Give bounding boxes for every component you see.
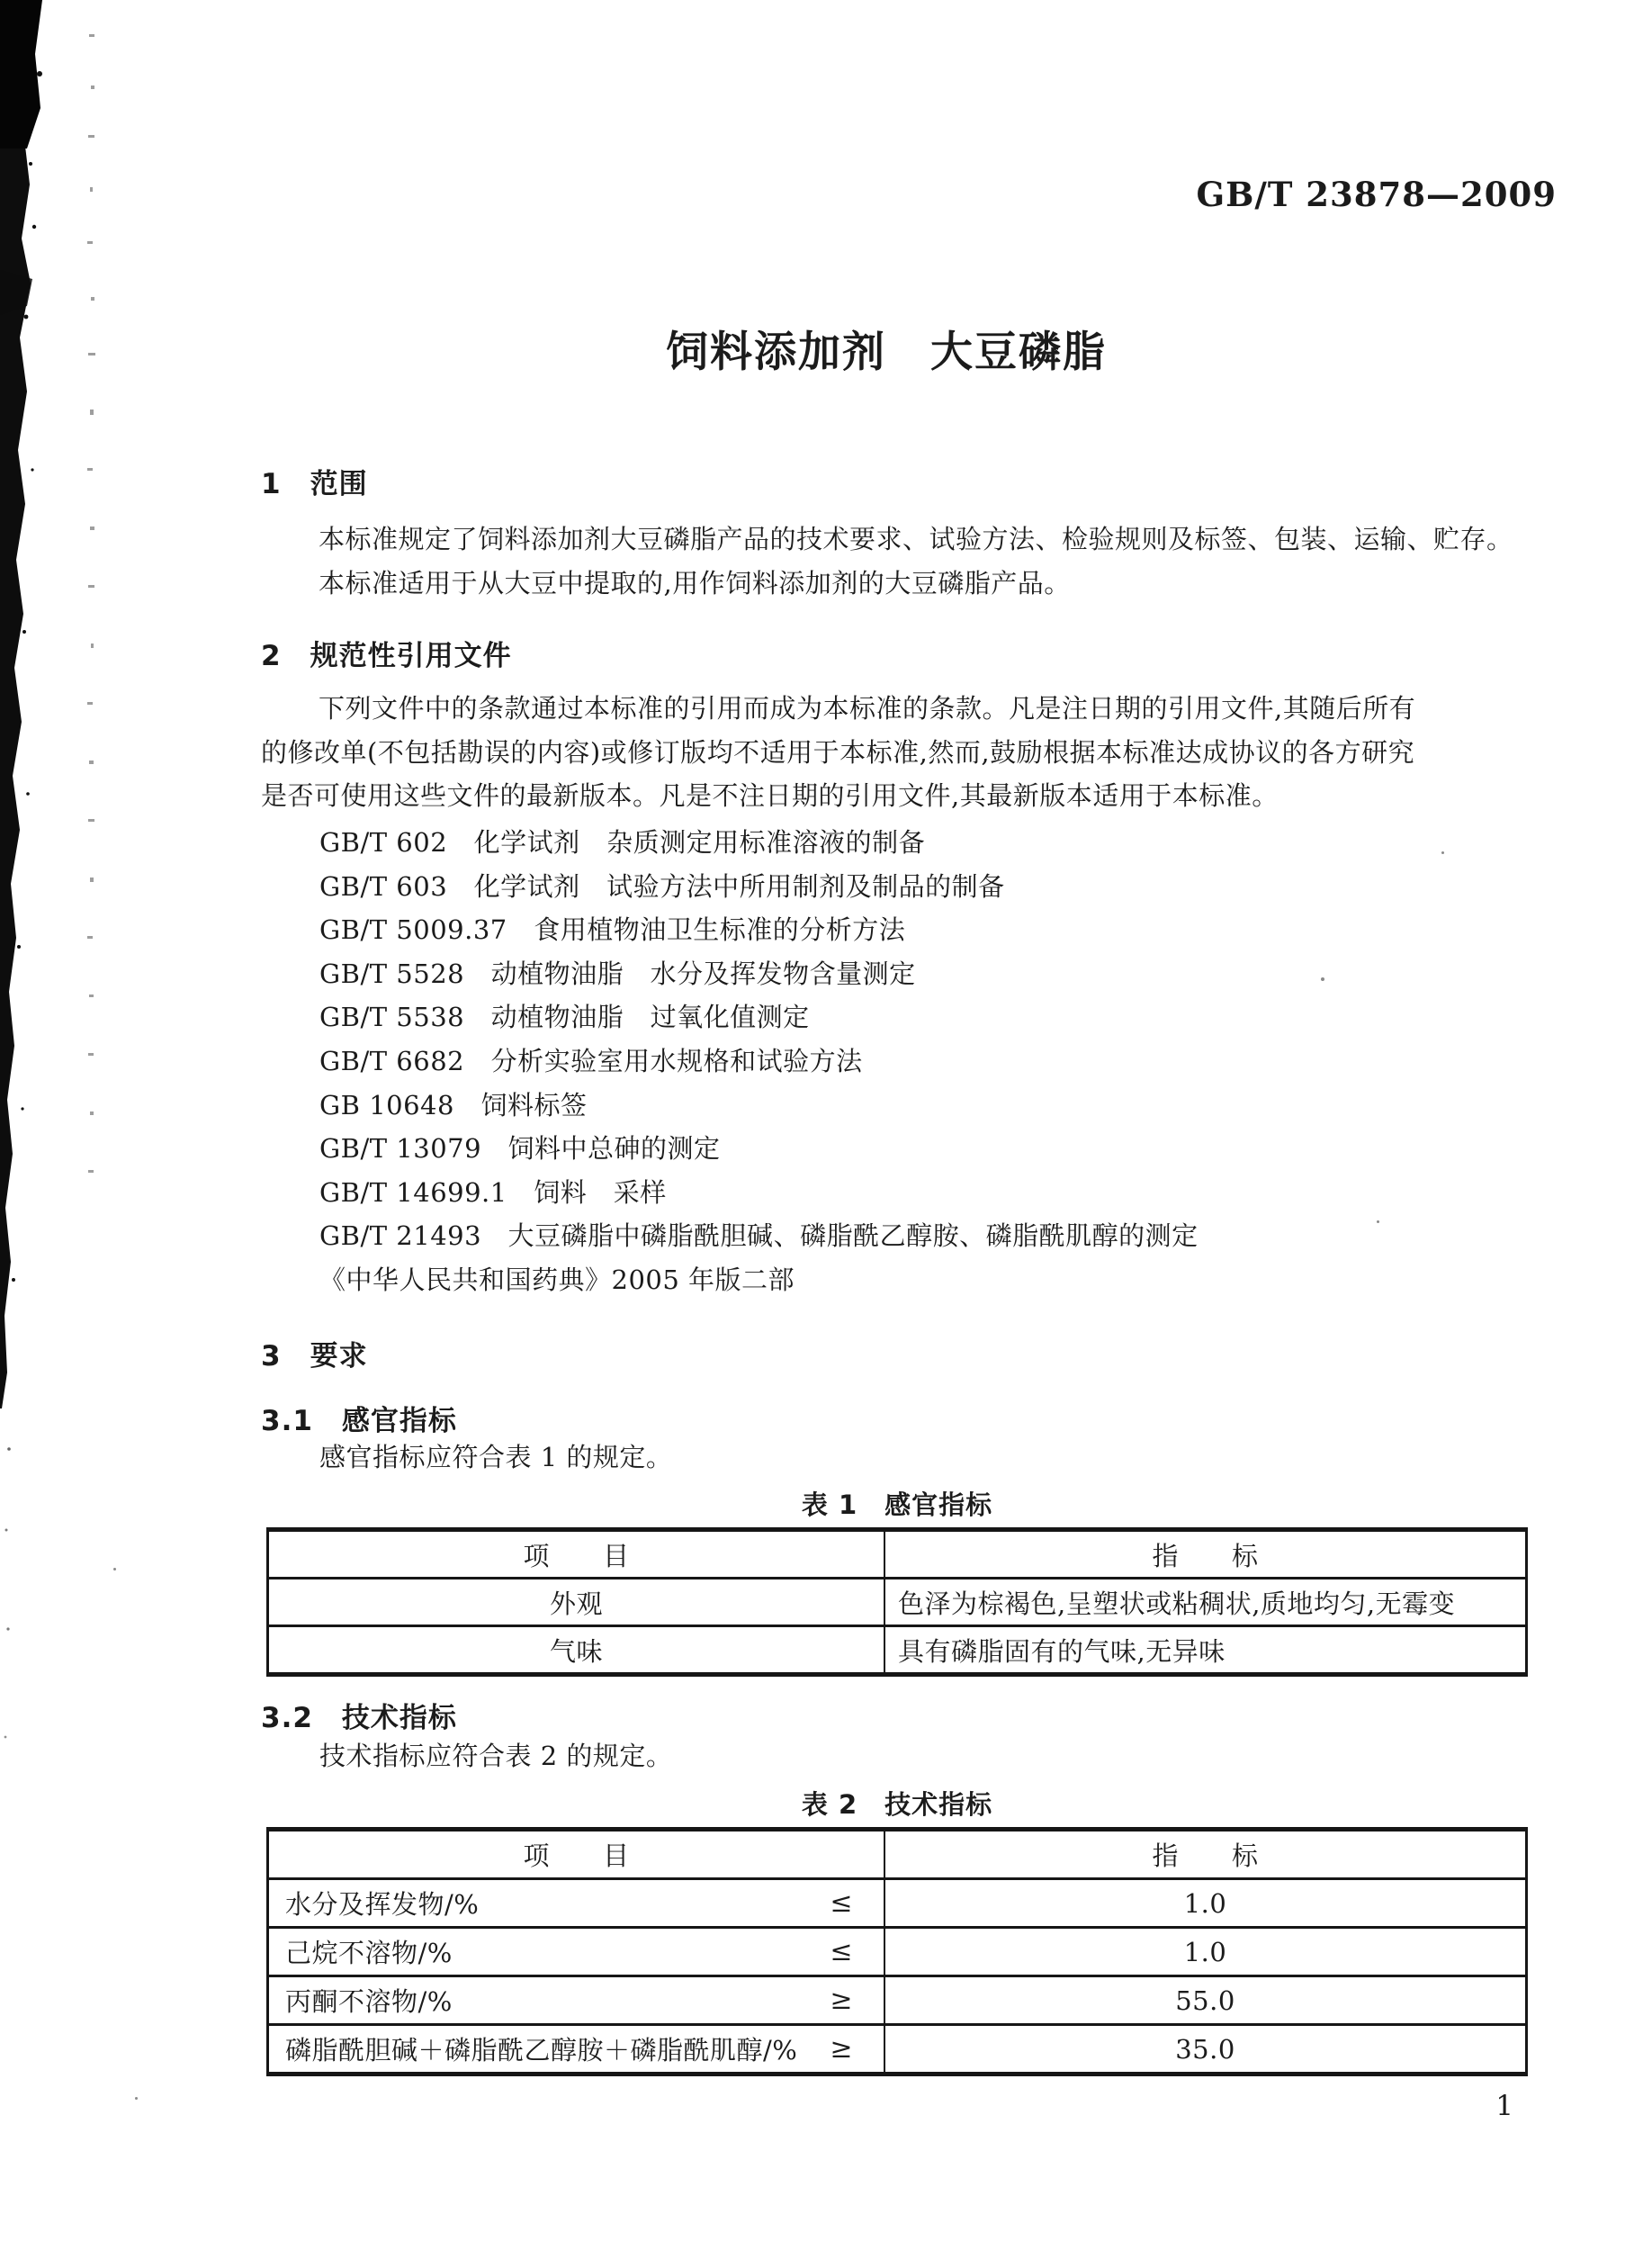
reference-item: GB/T 14699.1 饲料 采样 (319, 1176, 667, 1208)
item-label: 磷脂酰胆碱＋磷脂酰乙醇胺＋磷脂酰肌醇/% (285, 2035, 798, 2066)
table2-value: 1.0 (1183, 1936, 1227, 1967)
table2-value: 35.0 (1175, 2033, 1235, 2065)
table1-value: 具有磷脂固有的气味,无异味 (898, 1635, 1226, 1667)
scan-speck (1321, 977, 1324, 981)
table2-col-item: 项 目 (269, 1832, 885, 1877)
table2-item (269, 2026, 885, 2072)
section3-1-heading: 3.1 感官指标 (261, 1405, 457, 1437)
section3-1-body: 感官指标应符合表 1 的规定。 (319, 1442, 673, 1472)
table-row (269, 2023, 1525, 2072)
scan-speck (113, 1568, 116, 1570)
reference-item: GB/T 13079 饲料中总砷的测定 (319, 1133, 721, 1165)
table-row (269, 1926, 1525, 1975)
table1-value: 色泽为棕褐色,呈塑状或粘稠状,质地均匀,无霉变 (898, 1588, 1456, 1619)
reference-item: GB/T 5538 动植物油脂 过氧化值测定 (319, 1002, 810, 1033)
table2-item (269, 1977, 885, 2023)
table-header-row (269, 1532, 1525, 1577)
scan-speck (1377, 1220, 1379, 1223)
item-label: 丙酮不溶物/% (285, 1986, 453, 2017)
table1-caption: 表 1 感官指标 (801, 1490, 993, 1520)
section3-2-heading: 3.2 技术指标 (261, 1702, 457, 1734)
reference-item: GB/T 602 化学试剂 杂质测定用标准溶液的制备 (319, 827, 926, 858)
normative-references-list (319, 821, 1199, 1302)
table2-value: 1.0 (1183, 1887, 1227, 1919)
relation-symbol: ≤ (830, 1887, 853, 1919)
document-title: 饲料添加剂 大豆磷脂 (666, 328, 1107, 377)
page-number: 1 (1495, 2090, 1513, 2122)
table-2-technical-indicators (266, 1827, 1528, 2076)
scan-speck (1441, 851, 1444, 854)
section2-paragraph (261, 687, 1415, 818)
item-label: 水分及挥发物/% (285, 1889, 480, 1920)
reference-item: GB/T 5009.37 食用植物油卫生标准的分析方法 (319, 914, 906, 946)
paragraph-line: 的修改单(不包括勘误的内容)或修订版均不适用于本标准,然而,鼓励根据本标准达成协议的各方研究 (261, 736, 1415, 768)
table2-value: 55.0 (1175, 1984, 1235, 2016)
table-row (269, 1577, 1525, 1624)
paragraph-line: 本标准规定了饲料添加剂大豆磷脂产品的技术要求、试验方法、检验规则及标签、包装、运输、贮存。 (319, 524, 1513, 554)
paragraph-line: 下列文件中的条款通过本标准的引用而成为本标准的条款。凡是注日期的引用文件,其随后所有 (319, 693, 1416, 724)
table2-caption: 表 2 技术指标 (801, 1789, 993, 1820)
paragraph-line: 本标准适用于从大豆中提取的,用作饲料添加剂的大豆磷脂产品。 (319, 567, 1071, 598)
reference-item: GB 10648 饲料标签 (319, 1089, 588, 1120)
section3-heading: 3 要求 (261, 1340, 368, 1372)
item-label: 己烷不溶物/% (285, 1938, 453, 1968)
relation-symbol: ≥ (830, 2033, 853, 2065)
table2-item (269, 1880, 885, 1926)
paragraph-line: 是否可使用这些文件的最新版本。凡是不注日期的引用文件,其最新版本适用于本标准。 (261, 780, 1279, 811)
table-header-row (269, 1832, 1525, 1877)
table1-item: 气味 (269, 1627, 885, 1672)
reference-item: GB/T 21493 大豆磷脂中磷脂酰胆碱、磷脂酰乙醇胺、磷脂酰肌醇的测定 (319, 1220, 1199, 1252)
standard-number: GB/T 23878—2009 (1196, 175, 1557, 214)
table-row (269, 1877, 1525, 1926)
table1-item: 外观 (269, 1580, 885, 1624)
section1-heading: 1 范围 (261, 468, 368, 500)
table2-col-index: 指 标 (1152, 1840, 1259, 1871)
table-row (269, 1975, 1525, 2023)
section1-paragraphs (261, 518, 1513, 605)
table-1-sensory-indicators (266, 1527, 1528, 1677)
reference-item: GB/T 6682 分析实验室用水规格和试验方法 (319, 1045, 863, 1076)
relation-symbol: ≤ (830, 1936, 853, 1967)
table2-item (269, 1929, 885, 1975)
table1-col-item: 项 目 (269, 1532, 885, 1577)
table-row (269, 1624, 1525, 1672)
reference-item: GB/T 603 化学试剂 试验方法中所用制剂及制品的制备 (319, 870, 1005, 902)
section2-heading: 2 规范性引用文件 (261, 640, 512, 672)
section3-2-body: 技术指标应符合表 2 的规定。 (319, 1741, 673, 1771)
reference-item: GB/T 5528 动植物油脂 水分及挥发物含量测定 (319, 958, 916, 989)
relation-symbol: ≥ (830, 1984, 853, 2016)
reference-item: 《中华人民共和国药典》2005 年版二部 (319, 1264, 795, 1295)
table1-col-index: 指 标 (1152, 1540, 1259, 1571)
